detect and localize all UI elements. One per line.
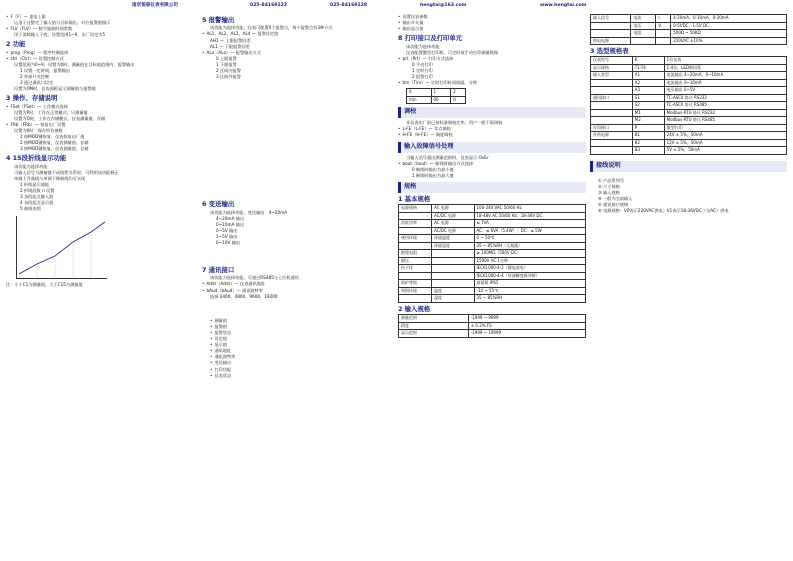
column-2 xyxy=(202,14,390,559)
table-cell: 外供电源 xyxy=(591,132,633,140)
table-cell: 仪表型号 xyxy=(591,57,633,65)
table-cell: P xyxy=(632,124,664,132)
text-line: 该功能为选择功能 xyxy=(406,43,440,49)
text-line: 1 折线显示使能 xyxy=(20,182,50,188)
table-cell: 12V ± 5%，50mA xyxy=(664,139,786,147)
table-cell: 18-48V AC 50/60 Hz；18-36V DC xyxy=(474,212,586,220)
table-cell: 35 ~ 85%RH xyxy=(474,295,586,303)
table-row xyxy=(399,242,586,250)
table-cell: 供电电源 xyxy=(591,37,631,45)
text-line: 0 断线时输出为最小值 xyxy=(412,166,454,172)
table-cell: M1 xyxy=(632,109,664,117)
table-row xyxy=(399,205,586,213)
table-row xyxy=(591,79,787,87)
table-row xyxy=(399,330,586,338)
section-title: 1 基本规格 xyxy=(398,194,431,203)
wiring-line: ② 尺寸规格 xyxy=(598,183,620,189)
section-title: 2 功能 xyxy=(6,40,26,49)
table-row xyxy=(399,295,586,303)
table-cell: 抗干扰 xyxy=(399,265,432,273)
table-cell: 湿度 xyxy=(432,295,474,303)
table-cell xyxy=(656,37,671,45)
table-row xyxy=(591,132,787,140)
table-cell: 35 ~ 85%RH（无凝露） xyxy=(474,242,586,250)
header-web: www.hengtai.com xyxy=(540,3,587,8)
column-1 xyxy=(6,14,194,559)
section-title: 4 15段折线显示功能 xyxy=(6,154,67,163)
table-cell xyxy=(591,139,633,147)
list-item: • 设定值 xyxy=(202,336,390,342)
text-line: • ALo（ALo）— 报警输出方式 xyxy=(202,50,390,56)
table-cell: AC：≤ 6VA（5.4W）；DC：≤ 5W xyxy=(474,227,586,235)
section-title: 8 打印接口及打印单元 xyxy=(398,34,463,43)
page-header xyxy=(0,0,793,12)
text-line: 用于消除输入干扰，设置范围1~9，出厂设定为5 xyxy=(14,32,106,38)
text-line: 设置为O时，工作在存储模式，仪表测量值、存储 xyxy=(14,115,106,121)
text-line: • AL1、AL2、AL3、AL4 — 报警设定值 xyxy=(202,31,390,37)
table-cell xyxy=(399,227,432,235)
table-row xyxy=(591,15,787,23)
section-title: 7 通讯接口 xyxy=(202,266,235,275)
table-cell xyxy=(399,272,432,280)
text-line: 当输入信号超出测量范围时，仪表显示 OvEr xyxy=(406,154,489,160)
curve-svg xyxy=(17,216,107,278)
text-line: 运用于自整定了输入值与目标输出，对应报警值指示 xyxy=(14,20,111,26)
section-box-title: 调校 xyxy=(398,107,586,118)
list-item: • 显示值 xyxy=(202,342,390,348)
table-cell: 1 xyxy=(431,89,451,97)
table-cell: 输入信号 xyxy=(591,15,631,23)
table-cell: AC 电源 xyxy=(432,205,474,213)
table-cell: 通讯接口 xyxy=(591,94,633,102)
text-line: 0 手动打印 xyxy=(412,61,433,67)
header-phone: 025-84169122 xyxy=(250,3,288,8)
table-row xyxy=(399,220,586,228)
text-line: 该功能为选择功能，变送输出：4~20mA xyxy=(210,209,288,215)
text-line: 该功能为选择功能，可通过RS485与上位机通讯 xyxy=(210,275,299,281)
section-title: 3 操作、存储说明 xyxy=(6,94,58,103)
table-cell: M2 xyxy=(632,117,664,125)
table-cell: 显示范围 xyxy=(399,330,469,338)
table-cell: 绝缘电阻 xyxy=(399,250,432,258)
text-line: 设置为P时，工作在正常模式，只测量值 xyxy=(14,109,88,115)
table-cell: 100-240 VAC 50/60 Hz xyxy=(474,205,586,213)
wiring-line: ③ 输入规格 xyxy=(598,190,620,195)
table-row xyxy=(591,37,787,45)
table-cell: IEC61000-4-2（静电放电） xyxy=(474,265,586,273)
table-cell: A2 xyxy=(632,79,664,87)
table-row xyxy=(399,212,586,220)
table-cell xyxy=(432,257,474,265)
text-line: 0~10mA 输出 xyxy=(216,221,245,227)
text-line: • H-FE（H-FE）— 满度调校 xyxy=(398,132,586,138)
table-row xyxy=(591,64,787,72)
table-cell xyxy=(656,30,671,38)
text-line: 4~20mA 输出 xyxy=(216,215,245,221)
table-cell: -10 ~ 55℃ xyxy=(474,287,586,295)
text-line: 3 区间外报警 xyxy=(216,74,241,80)
table-cell: 打印接口 xyxy=(591,124,633,132)
table-cell: 前面板 IP65 xyxy=(474,280,586,288)
text-line: 3 各段起点输入值 xyxy=(20,194,54,200)
table-row xyxy=(399,272,586,280)
table-cell: 显示规格 xyxy=(591,64,633,72)
table-cell: 220VAC ±10% xyxy=(671,37,787,45)
table-row xyxy=(591,57,787,65)
table-cell: 电压输出 0~5V xyxy=(664,87,786,95)
table-cell: ≥ 100MΩ（500V DC） xyxy=(474,250,586,258)
text-line: 3 按MOD键恢复，仪表测量值、存储 xyxy=(20,146,89,152)
table-cell: 电阻 xyxy=(631,30,656,38)
table-cell: 0 xyxy=(407,89,432,97)
table-cell: 电源规格 xyxy=(399,205,432,213)
text-line: • bAud（bAud）— 通讯波特率 xyxy=(202,288,390,294)
text-line: 仪表配置微型打印机，可定时或手动打印测量数据 xyxy=(406,49,499,55)
text-line: 1 下限报警 xyxy=(216,61,237,67)
table-cell: 00 xyxy=(431,96,451,104)
text-line: 设置为ON时，仪表面板显示测量值与报警值 xyxy=(14,86,96,92)
table-cell: 防护等级 xyxy=(399,280,432,288)
section-box-title: 接线说明 xyxy=(590,161,787,172)
section-box-title: 规格 xyxy=(398,182,586,193)
section-title: 5 报警输出 xyxy=(202,16,235,24)
table-cell: 4-20mA、0-10mA、0-20mA xyxy=(671,15,787,23)
table-cell: 精度 xyxy=(399,322,469,330)
list-item: • 报警状态 xyxy=(202,330,390,336)
table-cell: IEC61000-4-4（快速瞬变脉冲群） xyxy=(474,272,586,280)
table-cell: 周围环境 xyxy=(399,287,432,295)
table-cell: ± 0.2% FS xyxy=(468,322,585,330)
table-cell: B3 xyxy=(632,147,664,155)
list-item: • 通讯波特率 xyxy=(202,354,390,360)
table-cell: 0-5VDC、1-5V DC xyxy=(671,22,787,30)
table-cell xyxy=(432,250,474,258)
table-cell: V xyxy=(656,22,671,30)
text-line: 0~10V 输出 xyxy=(216,239,241,245)
text-line: 该功能为选择功能 xyxy=(14,163,48,169)
text-line: • F（F）— 重复上限 xyxy=(6,14,194,20)
table-cell: 电流输出 4~20mA，0~10mA xyxy=(664,72,786,80)
table-cell: 消耗功率 xyxy=(399,220,432,228)
table-cell: T1-T4 xyxy=(632,64,664,72)
text-line: • tim（Tim）— 定时打印时间间隔，分钟 xyxy=(398,80,586,86)
text-line: 当输入信号与测量值不成线性关系时，可利用该功能修正 xyxy=(14,169,119,175)
column-4 xyxy=(590,14,787,559)
table-cell: S2 xyxy=(632,102,664,110)
section-title: 6 变送输出 xyxy=(202,200,235,209)
table-row xyxy=(399,250,586,258)
table-row xyxy=(591,30,787,38)
table-row xyxy=(591,87,787,95)
table-cell xyxy=(631,37,656,45)
table-cell: min xyxy=(407,96,432,104)
table-cell: 2 xyxy=(451,89,466,97)
list-item: • 测量值 xyxy=(202,318,390,324)
table-cell: 电压 xyxy=(631,22,656,30)
table-row xyxy=(399,322,586,330)
table-row xyxy=(399,257,586,265)
text-line: 设置范围为0~9，设置为0时，测量值在目标值范围内，报警输出 xyxy=(14,61,135,67)
list-item: • 设置仪表参数 xyxy=(398,14,586,20)
list-item: • 打印功能 xyxy=(202,367,390,373)
list-item: • 报警值 xyxy=(202,324,390,330)
table-cell: B1 xyxy=(632,132,664,140)
curve-line xyxy=(19,222,105,274)
table-cell: TC-ASCII 协议 RS232 xyxy=(664,94,786,102)
table-cell: A1 xyxy=(632,72,664,80)
table-cell: Modbus-RTU 协议 RS485 xyxy=(664,117,786,125)
table-cell xyxy=(591,22,631,30)
table-cell: AC/DC 电源 xyxy=(432,212,474,220)
list-item: • 变送输出 xyxy=(202,360,390,366)
text-line: 1 断线时输出为最大值 xyxy=(412,172,454,178)
table-cell: 电流 xyxy=(631,15,656,23)
table-cell xyxy=(591,147,633,155)
table-cell: 24V ± 5%，50mA xyxy=(664,132,786,140)
table-cell: TC-ASCII 协议 RS485 xyxy=(664,102,786,110)
table-cell: B2 xyxy=(632,139,664,147)
table-row xyxy=(591,139,787,147)
table-row xyxy=(591,109,787,117)
table-row xyxy=(399,315,586,323)
header-company: 南京恒泰仪表有限公司 xyxy=(132,3,178,8)
input-spec-table xyxy=(398,314,586,338)
table-cell: A3 xyxy=(632,87,664,95)
table-cell xyxy=(432,272,474,280)
text-line: 选择 2400、4800、9600、19200 xyxy=(210,293,278,299)
curve-diagram xyxy=(16,216,107,279)
table-cell: ≤ 7VA xyxy=(474,220,586,228)
table-cell: AC 电源 xyxy=(432,220,474,228)
text-line: 1 按MOD键恢复，仪表恢复出厂值 xyxy=(20,134,85,140)
table-row xyxy=(399,280,586,288)
table-cell xyxy=(432,280,474,288)
section-title: 3 选型规格表 xyxy=(590,47,629,55)
table-cell xyxy=(399,212,432,220)
text-line: 单调上升曲线与单调下降曲线均可实现 xyxy=(14,175,86,181)
table-cell: 1500V AC 1分钟 xyxy=(474,257,586,265)
table-row xyxy=(591,94,787,102)
table-row xyxy=(591,22,787,30)
table-cell xyxy=(591,79,633,87)
table-row xyxy=(591,102,787,110)
table-cell: 使用环境 xyxy=(399,235,432,243)
table-row xyxy=(399,235,586,243)
table-cell: -1999 ~ 9999 xyxy=(468,315,585,323)
text-line: • ctrl（Ctrl）— 设置控制方式 xyxy=(6,56,194,62)
section-box-title: 输入故障信号处理 xyxy=(398,142,586,153)
text-line: • FLV（FLV）— 数字滤波时间常数 xyxy=(6,26,194,32)
table-cell: 温度 xyxy=(432,287,474,295)
table-cell: Modbus-RTU 协议 RS232 xyxy=(664,109,786,117)
wiring-line: ① 产品系列号 xyxy=(598,177,625,183)
wiring-line: ⑥ 电源规格：V0表示220VAC供电；V1表示18-36VDC（交AC）供电 xyxy=(598,208,729,214)
text-line: • Addr（Addr）— 仪表通讯地址 xyxy=(202,281,390,287)
section-title: 2 输入规格 xyxy=(398,304,431,313)
wiring-line: ⑤ 通讯接口规格 xyxy=(598,202,629,208)
table-cell: 电流输出 0~10mA xyxy=(664,79,786,87)
list-item: • 输出显示值 xyxy=(398,26,586,32)
table-cell: I xyxy=(656,15,671,23)
text-line: 设置为0时：保存所有参数 xyxy=(14,128,63,134)
text-line: 1 定时打印 xyxy=(412,67,433,73)
print-table xyxy=(406,88,466,104)
table-row xyxy=(591,117,787,125)
list-item: • 通讯地址 xyxy=(202,348,390,354)
table-cell xyxy=(399,295,432,303)
table-cell xyxy=(591,102,633,110)
text-line: • bout（bout）— 断线时输出方式选择 xyxy=(398,161,586,167)
text-line: • FSet（FSet）— 工作模式选择 xyxy=(6,104,194,110)
table-cell: AC/DC 电源 xyxy=(432,227,474,235)
model-table xyxy=(590,56,787,155)
table-row xyxy=(591,147,787,155)
text-line: • prt（Prt）— 打印方式选择 xyxy=(398,56,586,62)
table-row xyxy=(591,72,787,80)
table-cell: 耐压 xyxy=(399,257,432,265)
column-3 xyxy=(398,14,586,559)
text-line: • prog（Prog）— 程序控制选择 xyxy=(6,50,194,56)
table-row xyxy=(399,287,586,295)
table-row xyxy=(399,265,586,273)
chart-caption: 注：小于C1为测量值，大于C15为测量值 xyxy=(6,281,83,287)
text-line: 该功能为选择功能，仪表可配置4个报警点，每个报警点有3种方式 xyxy=(210,25,333,31)
table-cell xyxy=(591,109,633,117)
table-cell: 环境湿度 xyxy=(432,242,474,250)
table-cell xyxy=(432,265,474,273)
table-cell xyxy=(591,117,633,125)
text-line: 0~5V 输出 xyxy=(216,227,238,233)
text-line: AH1 — 上限报警回差 xyxy=(210,37,251,43)
table-cell: 5V ± 5%，50mA xyxy=(664,147,786,155)
header-email: hengtai@163.com xyxy=(420,3,467,8)
table-cell: 1-4位，LED数码管 xyxy=(664,64,786,72)
text-line: • FRb（FRb）— 恢复出厂设置 xyxy=(6,122,194,128)
table-cell xyxy=(399,242,432,250)
list-item: • 输出开关量 xyxy=(398,20,586,26)
text-line: 1~5V 输出 xyxy=(216,233,238,239)
text-line: 2 报警打印 xyxy=(412,74,433,80)
table-cell: 输入类型 xyxy=(591,72,633,80)
wiring-line: ④ 一般为当前输入 xyxy=(598,196,633,202)
text-line: 本仪表出厂前已按标准调校完毕，用户一般不需调校 xyxy=(406,120,503,126)
table-cell: 500Ω ~ 50KΩ xyxy=(671,30,787,38)
table-cell: 0 xyxy=(451,96,466,104)
text-line: 2 外部开关控制 xyxy=(20,74,50,80)
table-cell xyxy=(591,87,633,95)
text-line: 2 按MOD键恢复，仪表测量值、存储 xyxy=(20,140,89,146)
text-line: AL1 — 下限报警回差 xyxy=(210,43,250,49)
text-line: 2 区间内报警 xyxy=(216,67,241,73)
text-line: 1 设置一定时间，报警输出 xyxy=(20,67,71,73)
table-cell: 环境温度 xyxy=(432,235,474,243)
table-cell: 测量范围 xyxy=(399,315,469,323)
table-cell: -1999 ~ 19999 xyxy=(468,330,585,338)
text-line: 0 上限报警 xyxy=(216,55,237,61)
spec-table xyxy=(398,204,586,303)
text-line: 5 曲线表图 xyxy=(20,206,41,212)
table-row xyxy=(399,227,586,235)
table-cell: K xyxy=(632,57,664,65)
table-cell: 0 ~ 50℃ xyxy=(474,235,586,243)
text-line: • L-FE（L-FE）— 零点调校 xyxy=(398,126,586,132)
text-line: 3 通过通讯口设定 xyxy=(20,80,54,86)
table-cell: 1位仪表 xyxy=(664,57,786,65)
table-cell: S1 xyxy=(632,94,664,102)
list-item: • 仪表状态 xyxy=(202,373,390,379)
text-line: 4 各段起点显示值 xyxy=(20,200,54,206)
table-row xyxy=(591,124,787,132)
header-fax: 025-84169128 xyxy=(330,3,368,8)
table-cell xyxy=(591,30,631,38)
text-line: 2 折线段数 n 设置 xyxy=(20,188,55,194)
input-signal-table xyxy=(590,14,787,45)
table-cell: 微型打印 xyxy=(664,124,786,132)
